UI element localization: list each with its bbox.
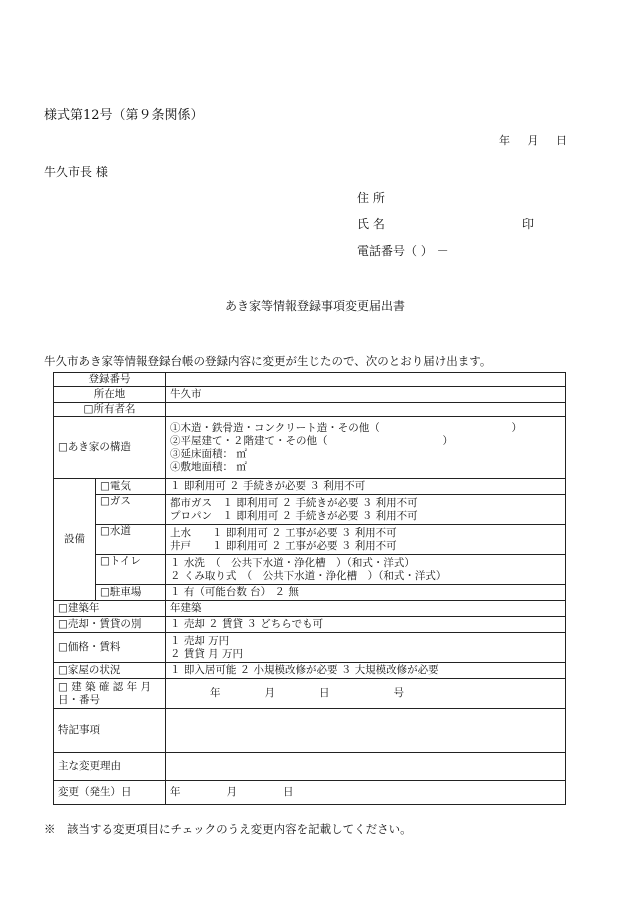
submission-date: 年 月 日	[499, 134, 567, 147]
built-year-label: □建築年	[54, 601, 166, 617]
table-row	[54, 781, 566, 805]
special-notes-label: 特記事項	[54, 709, 166, 753]
change-date-field[interactable]: 年 月 日	[166, 781, 566, 805]
footer-note: ※ 該当する変更項目にチェックのうえ変更内容を記載してください。	[44, 822, 412, 836]
table-row	[54, 555, 566, 585]
location-field[interactable]: 牛久市	[166, 387, 566, 403]
special-notes-field[interactable]	[166, 709, 566, 753]
price-label: □価格・賃料	[54, 633, 166, 663]
table-row	[54, 753, 566, 781]
owner-name-field[interactable]	[166, 403, 566, 417]
water-line-public: 上水 １ 即利用可 ２ 工事が必要 ３ 利用不可	[170, 526, 397, 539]
parking-label: □駐車場	[96, 585, 166, 601]
table-row	[54, 417, 566, 479]
equipment-label: 設備	[54, 479, 96, 601]
structure-label: □あき家の構造	[54, 417, 166, 479]
applicant-phone-label: 電話番号（ ） －	[357, 244, 449, 258]
applicant-address-label: 住 所	[357, 191, 385, 205]
building-confirm-label: □ 建 築 確 認 年 月 日・番号	[54, 679, 166, 709]
structure-line-3: ③延床面積： ㎡	[170, 447, 247, 460]
registration-number-label: 登録番号	[54, 373, 166, 387]
structure-line-4: ④敷地面積： ㎡	[170, 460, 247, 473]
addressee: 牛久市長 様	[44, 165, 108, 179]
change-date-label: 変更（発生）日	[54, 781, 166, 805]
water-label: □水道	[96, 525, 166, 555]
toilet-line-flush: １ 水洗 （ 公共下水道・浄化槽 ）（和式・洋式）	[170, 556, 415, 569]
form-title: あき家等情報登録事項変更届出書	[224, 299, 405, 313]
structure-line-2: ②平屋建て・２階建て・その他（ ）	[170, 434, 453, 447]
applicant-name-label: 氏 名	[357, 217, 385, 231]
table-row	[54, 495, 566, 525]
electricity-label: □電気	[96, 479, 166, 495]
parking-field[interactable]: １ 有（可能台数 台） ２ 無	[166, 585, 566, 601]
table-row	[54, 633, 566, 663]
water-line-well: 井戸 １ 即利用可 ２ 工事が必要 ３ 利用不可	[170, 539, 397, 552]
table-row	[54, 709, 566, 753]
water-field[interactable]	[166, 525, 566, 555]
structure-field[interactable]	[166, 417, 566, 479]
table-row	[54, 373, 566, 387]
toilet-line-pit: ２ くみ取り式 （ 公共下水道・浄化槽 ）（和式・洋式）	[170, 569, 447, 582]
table-row	[54, 387, 566, 403]
change-notification-table	[53, 372, 566, 805]
sale-rent-field[interactable]: １ 売却 ２ 賃貸 ３ どちらでも可	[166, 617, 566, 633]
table-row	[54, 525, 566, 555]
gas-line-city: 都市ガス １ 即利用可 ２ 手続きが必要 ３ 利用不可	[170, 496, 418, 509]
condition-label: □家屋の状況	[54, 663, 166, 679]
table-row	[54, 403, 566, 417]
price-field[interactable]	[166, 633, 566, 663]
condition-field[interactable]: １ 即入居可能 ２ 小規模改修が必要 ３ 大規模改修が必要	[166, 663, 566, 679]
built-year-field[interactable]: 年建築	[166, 601, 566, 617]
gas-label: □ガス	[96, 495, 166, 525]
table-row	[54, 663, 566, 679]
toilet-field[interactable]	[166, 555, 566, 585]
price-line-sale: １ 売却 万円	[170, 634, 230, 647]
table-row	[54, 585, 566, 601]
table-row	[54, 617, 566, 633]
gas-field[interactable]	[166, 495, 566, 525]
form-number: 様式第12号（第９条関係）	[44, 108, 204, 123]
change-reason-field[interactable]	[166, 753, 566, 781]
registration-number-field[interactable]	[166, 373, 566, 387]
change-reason-label: 主な変更理由	[54, 753, 166, 781]
seal-mark: 印	[522, 217, 535, 231]
owner-name-label: □所有者名	[54, 403, 166, 417]
intro-text: 牛久市あき家等情報登録台帳の登録内容に変更が生じたので、次のとおり届け出ます。	[44, 354, 492, 368]
table-row	[54, 601, 566, 617]
location-label: 所在地	[54, 387, 166, 403]
structure-line-1: ①木造・鉄骨造・コンクリート造・その他（ ）	[170, 421, 522, 434]
toilet-label: □トイレ	[96, 555, 166, 585]
sale-rent-label: □売却・賃貸の別	[54, 617, 166, 633]
price-line-rent: ２ 賃貸 月 万円	[170, 647, 244, 660]
building-confirm-field[interactable]: 年 月 日 号	[166, 679, 566, 709]
electricity-field[interactable]: １ 即利用可 ２ 手続きが必要 ３ 利用不可	[166, 479, 566, 495]
table-row	[54, 679, 566, 709]
gas-line-propane: プロパン １ 即利用可 ２ 手続きが必要 ３ 利用不可	[170, 509, 418, 522]
table-row	[54, 479, 566, 495]
